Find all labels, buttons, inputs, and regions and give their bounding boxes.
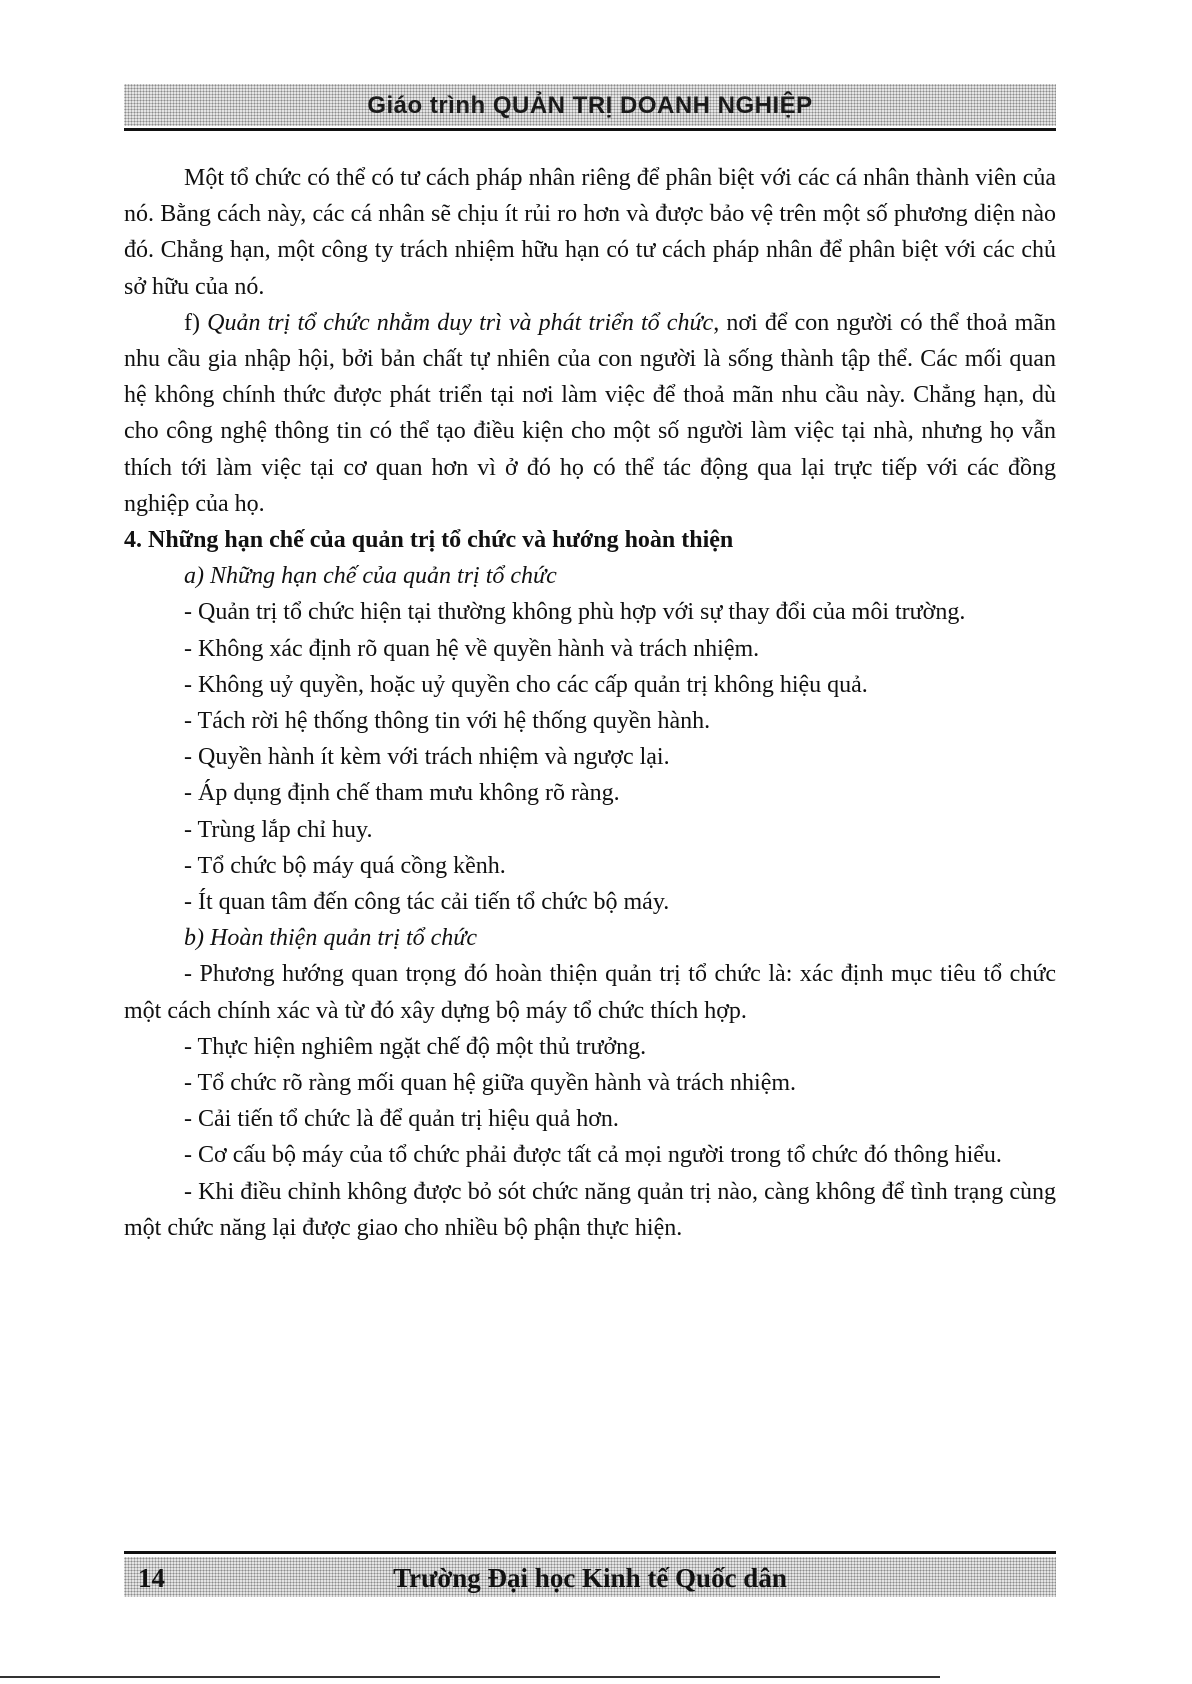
paragraph-f-italic: Quản trị tổ chức nhằm duy trì và phát triển tổ chức xyxy=(207,309,714,336)
improvement-item: - Tổ chức rõ ràng mối quan hệ giữa quyền hành và trách nhiệm. xyxy=(184,1070,797,1097)
limitation-item: - Trùng lắp chỉ huy. xyxy=(184,816,373,843)
paragraph-f-rest: , nơi để con người có thể thoả mãn nhu cầu gia nhập hội, bởi bản chất tự nhiên của con người là sống thành tập thể. Các mối quan hệ không chính thức được phát triển tại nơi làm việc để thoả mãn nhu cầu này. Chẳng hạn, dù cho công nghệ thông tin có thể tạo điều kiện cho một số người làm việc tại nhà, nhưng họ vẫn thích tới làm việc tại cơ quan hơn vì ở đó họ có thể tác động qua lại trực tiếp với các đồng nghiệp của họ. xyxy=(124,309,1056,517)
header-title: Giáo trình QUẢN TRỊ DOANH NGHIỆP xyxy=(367,92,813,119)
limitation-item: - Không xác định rõ quan hệ về quyền hành và trách nhiệm. xyxy=(184,635,760,662)
paragraph-legal-entity: Một tổ chức có thể có tư cách pháp nhân riêng để phân biệt với các cá nhân thành viên của nó. Bằng cách này, các cá nhân sẽ chịu ít rủi ro hơn và được bảo vệ trên một số phương diện nào đó. Chẳng hạn, một công ty trách nhiệm hữu hạn có tư cách pháp nhân để phân biệt với các chủ sở hữu của nó. xyxy=(124,165,1056,300)
footer-title: Trường Đại học Kinh tế Quốc dân xyxy=(393,1563,787,1593)
limitation-item: - Ít quan tâm đến công tác cải tiến tổ chức bộ máy. xyxy=(184,889,670,916)
footer-divider xyxy=(124,1551,1056,1554)
limitation-item: - Áp dụng định chế tham mưu không rõ ràng. xyxy=(184,780,620,807)
header-divider xyxy=(124,128,1056,131)
body-text xyxy=(124,160,1056,1246)
paragraph-f-lead: f) xyxy=(184,309,208,336)
paragraph-f xyxy=(124,305,1056,522)
improvement-item: - Khi điều chỉnh không được bỏ sót chức năng quản trị nào, càng không để tình trạng cùng một chức năng lại được giao cho nhiều bộ phận thực hiện. xyxy=(124,1178,1056,1241)
subheading-limitations: a) Những hạn chế của quản trị tổ chức xyxy=(184,563,557,590)
limitation-item: - Không uỷ quyền, hoặc uỷ quyền cho các cấp quản trị không hiệu quả. xyxy=(184,671,868,698)
subheading-improvements: b) Hoàn thiện quản trị tổ chức xyxy=(184,925,478,952)
scan-edge-line xyxy=(0,1676,940,1678)
page-number: 14 xyxy=(138,1563,165,1593)
limitation-item: - Tách rời hệ thống thông tin với hệ thống quyền hành. xyxy=(184,708,711,735)
header-banner xyxy=(124,84,1056,126)
improvement-item: - Cơ cấu bộ máy của tổ chức phải được tất cả mọi người trong tổ chức đó thông hiểu. xyxy=(184,1142,1002,1169)
limitation-item: - Quyền hành ít kèm với trách nhiệm và ngược lại. xyxy=(184,744,670,771)
limitation-item: - Quản trị tổ chức hiện tại thường không phù hợp với sự thay đổi của môi trường. xyxy=(184,599,966,626)
improvement-item: - Thực hiện nghiêm ngặt chế độ một thủ trưởng. xyxy=(184,1033,647,1060)
limitation-item: - Tổ chức bộ máy quá cồng kềnh. xyxy=(184,852,506,879)
improvement-item: - Phương hướng quan trọng đó hoàn thiện quản trị tổ chức là: xác định mục tiêu tổ chức một cách chính xác và từ đó xây dựng bộ máy tổ chức thích hợp. xyxy=(124,961,1056,1024)
footer-banner xyxy=(124,1557,1056,1597)
section-heading: 4. Những hạn chế của quản trị tổ chức và hướng hoàn thiện xyxy=(124,527,734,554)
improvement-item: - Cải tiến tổ chức là để quản trị hiệu quả hơn. xyxy=(184,1106,619,1133)
